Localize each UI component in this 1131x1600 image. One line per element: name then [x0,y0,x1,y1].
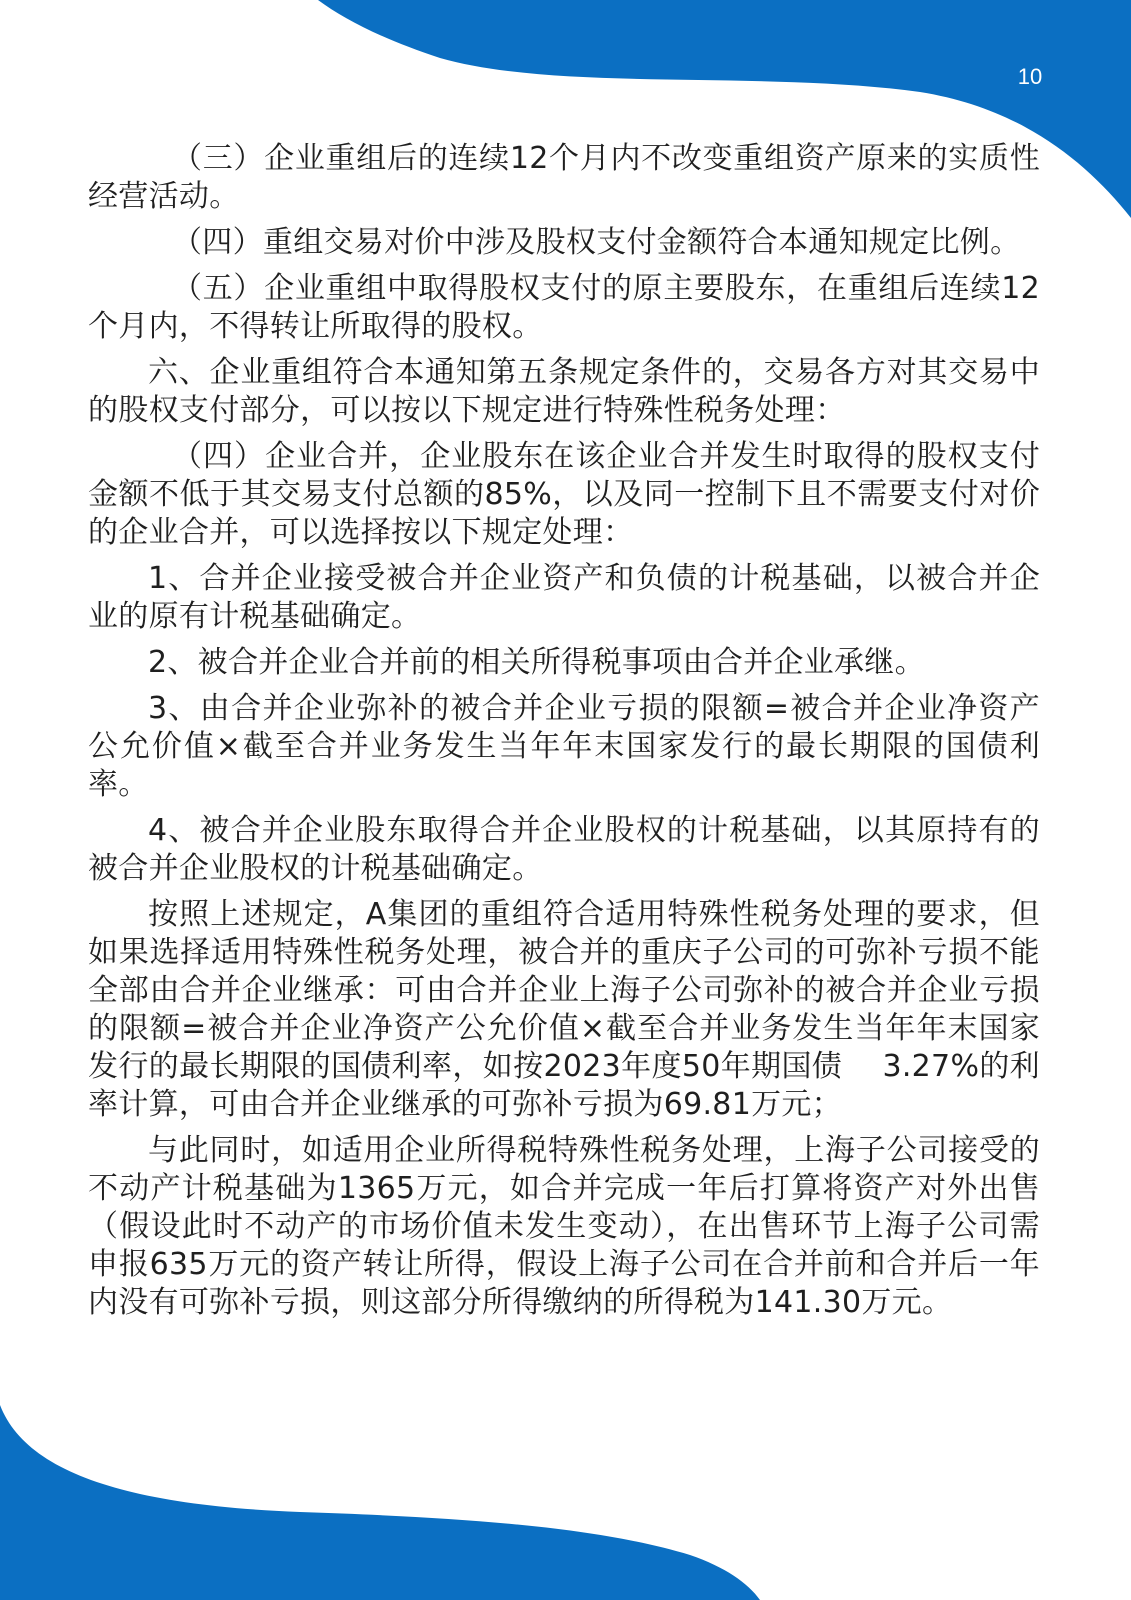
paragraph-item-1: 1、合并企业接受被合并企业资产和负债的计税基础，以被合并企业的原有计税基础确定。 [88,561,1040,634]
bottom-left-wave-shape [0,1405,760,1600]
paragraph-section-6: 六、企业重组符合本通知第五条规定条件的，交易各方对其交易中的股权支付部分，可以按以下规定进行特殊性税务处理： [88,355,1040,428]
paragraph-tax-example: 与此同时，如适用企业所得税特殊性税务处理，上海子公司接受的不动产计税基础为1365万元，如合并完成一年后打算将资产对外出售（假设此时不动产的市场价值未发生变动），在出售环节上海子公司需申报635万元的资产转让所得，假设上海子公司在合并前和合并后一年内没有可弥补亏损，则这部分所得缴纳的所得税为141.30万元。 [88,1133,1040,1320]
paragraph-analysis: 按照上述规定，A集团的重组符合适用特殊性税务处理的要求，但如果选择适用特殊性税务处理，被合并的重庆子公司的可弥补亏损不能全部由合并企业继承：可由合并企业上海子公司弥补的被合并企业亏损的限额=被合并企业净资产公允价值×截至合并业务发生当年年末国家发行的最长期限的国债利率，如按2023年度50年期国债 3.27%的利率计算，可由合并企业继承的可弥补亏损为69.81万元； [88,897,1040,1122]
paragraph-clause-5: （五）企业重组中取得股权支付的原主要股东，在重组后连续12个月内，不得转让所取得的股权。 [88,271,1040,344]
paragraph-item-4: 4、被合并企业股东取得合并企业股权的计税基础，以其原持有的被合并企业股权的计税基础确定。 [88,813,1040,886]
paragraph-item-3: 3、由合并企业弥补的被合并企业亏损的限额=被合并企业净资产公允价值×截至合并业务发生当年年末国家发行的最长期限的国债利率。 [88,691,1040,802]
document-body [88,140,1040,1330]
page-number: 10 [1017,64,1043,89]
paragraph-clause-3: （三）企业重组后的连续12个月内不改变重组资产原来的实质性经营活动。 [88,141,1040,214]
paragraph-clause-4: （四）重组交易对价中涉及股权支付金额符合本通知规定比例。 [172,225,1021,260]
paragraph-item-2: 2、被合并企业合并前的相关所得税事项由合并企业承继。 [148,645,925,680]
paragraph-merger-clause: （四）企业合并，企业股东在该企业合并发生时取得的股权支付金额不低于其交易支付总额的85%，以及同一控制下且不需要支付对价的企业合并，可以选择按以下规定处理： [88,439,1040,550]
